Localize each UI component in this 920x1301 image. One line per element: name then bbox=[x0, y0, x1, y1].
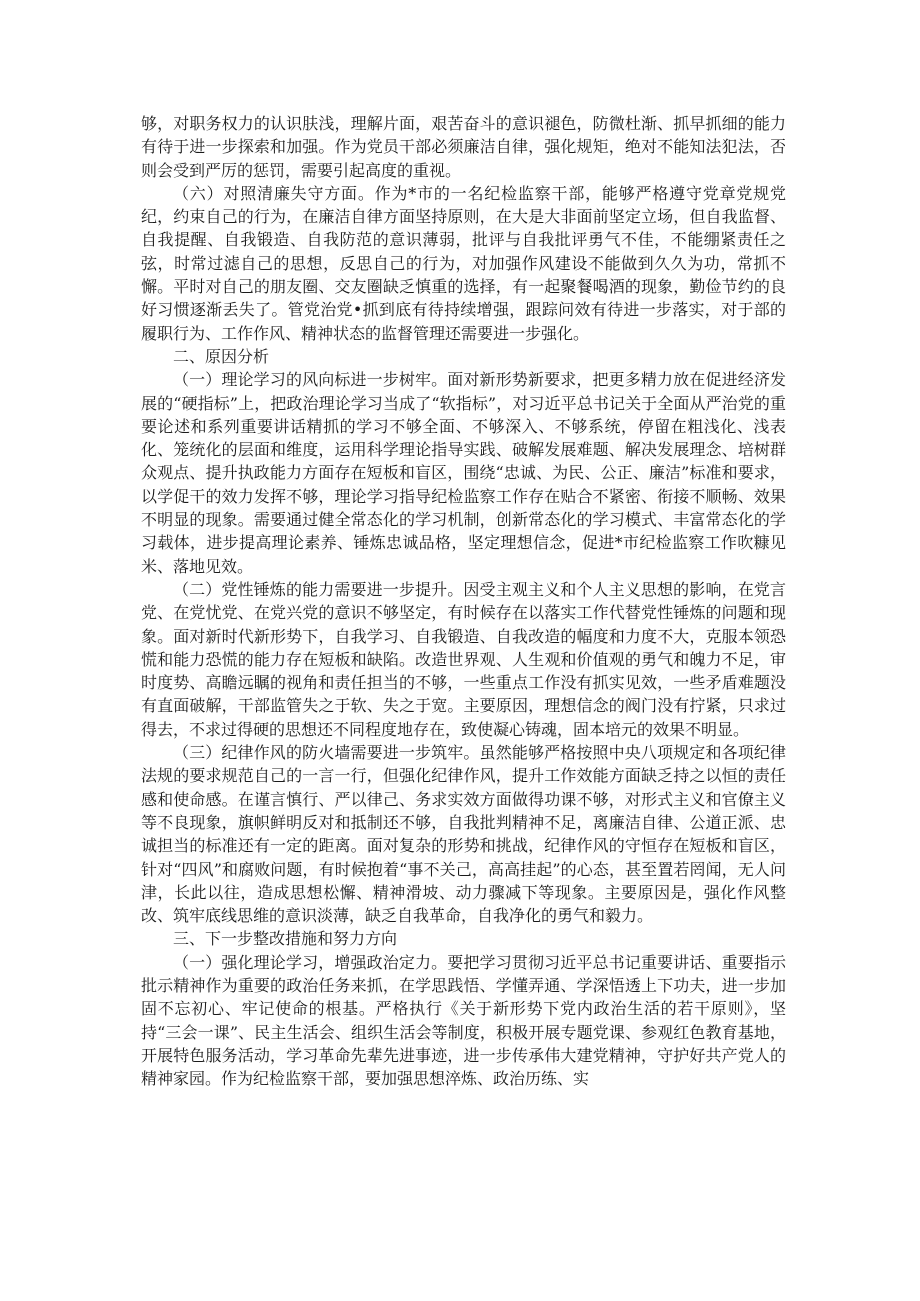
paragraph-continuation: 够，对职务权力的认识肤浅，理解片面，艰苦奋斗的意识褪色，防微杜渐、抓早抓细的能力有待于进一步探索和加强。作为党员干部必须廉洁自律，强化规矩，绝对不能知法犯法，否则会受到严厉的惩罚，需要引起高度的重视。 bbox=[141, 114, 786, 180]
paragraph-theory-study: （一）理论学习的风向标进一步树牢。面对新形势新要求，把更多精力放在促进经济发展的“硬指标”上，把政治理论学习当成了“软指标”，对习近平总书记关于全面从严治党的重要论述和系列重要讲话精抓的学习不够全面、不够深入、不够系统，停留在粗浅化、浅表化、笼统化的层面和维度，运用科学理论指导实践、破解发展难题、解决发展理念、培树群众观点、提升执政能力方面存在短板和盲区，围绕“忠诚、为民、公正、廉洁”标准和要求，以学促干的效力发挥不够，理论学习指导纪检监察工作存在贴合不紧密、衔接不顺畅、效果不明显的现象。需要通过健全常态化的学习机制，创新常态化的学习模式、丰富常态化的学习载体，进步提高理论素养、锤炼忠诚品格，坚定理想信念，促进*市纪检监察工作吹糠见米、落地见效。 bbox=[141, 370, 786, 576]
paragraph-party-spirit: （二）党性锤炼的能力需要进一步提升。因受主观主义和个人主义思想的影响，在党言党、在党忧党、在党兴党的意识不够坚定，有时候存在以落实工作代替党性锤炼的问题和现象。面对新时代新形势下，自我学习、自我锻造、自我改造的幅度和力度不大，克服本领恐慌和能力恐慌的能力存在短板和缺陷。改造世界观、人生观和价值观的勇气和魄力不足，审时度势、高瞻远瞩的视角和责任担当的不够，一些重点工作没有抓实见效，一些矛盾难题没有直面破解，干部监管失之于软、失之于宽。主要原因，理想信念的阀门没有拧紧，只求过得去，不求过得硬的思想还不同程度地存在，致使凝心铸魂，固本培元的效果不明显。 bbox=[141, 579, 786, 739]
section-heading-cause-analysis: 二、原因分析 bbox=[173, 346, 270, 366]
paragraph-discipline-style: （三）纪律作风的防火墙需要进一步筑牢。虽然能够严格按照中央八项规定和各项纪律法规的要求规范自己的一言一行，但强化纪律作风，提升工作效能方面缺乏持之以恒的责任感和使命感。在谨言慎行、严以律己、务求实效方面做得功课不够，对形式主义和官僚主义等不良现象，旗帜鲜明反对和抵制还不够，自我批判精神不足，离廉洁自律、公道正派、忠诚担当的标准还有一定的距离。面对复杂的形势和挑战，纪律作风的守恒存在短板和盲区，针对“四风”和腐败问题，有时候抱着“事不关己，高高挂起”的心态，甚至置若罔闻，无人问津，长此以往，造成思想松懈、精神滑坡、动力骤减下等现象。主要原因是，强化作风整改、筑牢底线思维的意识淡薄，缺乏自我革命，自我净化的勇气和毅力。 bbox=[141, 743, 786, 926]
paragraph-clean-integrity: （六）对照清廉失守方面。作为*市的一名纪检监察干部，能够严格遵守党章党规党纪，约束自己的行为，在廉洁自律方面坚持原则，在大是大非面前坚定立场，但自我监督、自我提醒、自我锻造、自我防范的意识薄弱，批评与自我批评勇气不佳，不能绷紧责任之弦，时常过滤自己的思想，反思自己的行为，对加强作风建设不能做到久久为功，常抓不懈。平时对自己的朋友圈、交友圈缺乏慎重的选择，有一起聚餐喝酒的现象，勤俭节约的良好习惯逐渐丢失了。管党治党•抓到底有待持续增强，跟踪问效有待进一步落实，对于部的履职行为、工作作风、精神状态的监督管理还需要进一步强化。 bbox=[141, 183, 786, 343]
paragraph-strengthen-theory: （一）强化理论学习，增强政治定力。要把学习贯彻习近平总书记重要讲话、重要指示批示精神作为重要的政治任务来抓，在学思践悟、学懂弄通、学深悟透上下功夫，进一步加固不忘初心、牢记使命的根基。严格执行《关于新形势下党内政治生活的若干原则》，坚持“三会一课”、民主生活会、组织生活会等制度，积极开展专题党课、参观红色教育基地，开展特色服务活动，学习革命先辈先进事迹，进一步传承伟大建党精神，守护好共产党人的精神家园。作为纪检监察干部，要加强思想淬炼、政治历练、实 bbox=[141, 952, 786, 1089]
section-heading-next-steps: 三、下一步整改措施和努力方向 bbox=[173, 929, 398, 949]
document-page bbox=[141, 112, 786, 1090]
